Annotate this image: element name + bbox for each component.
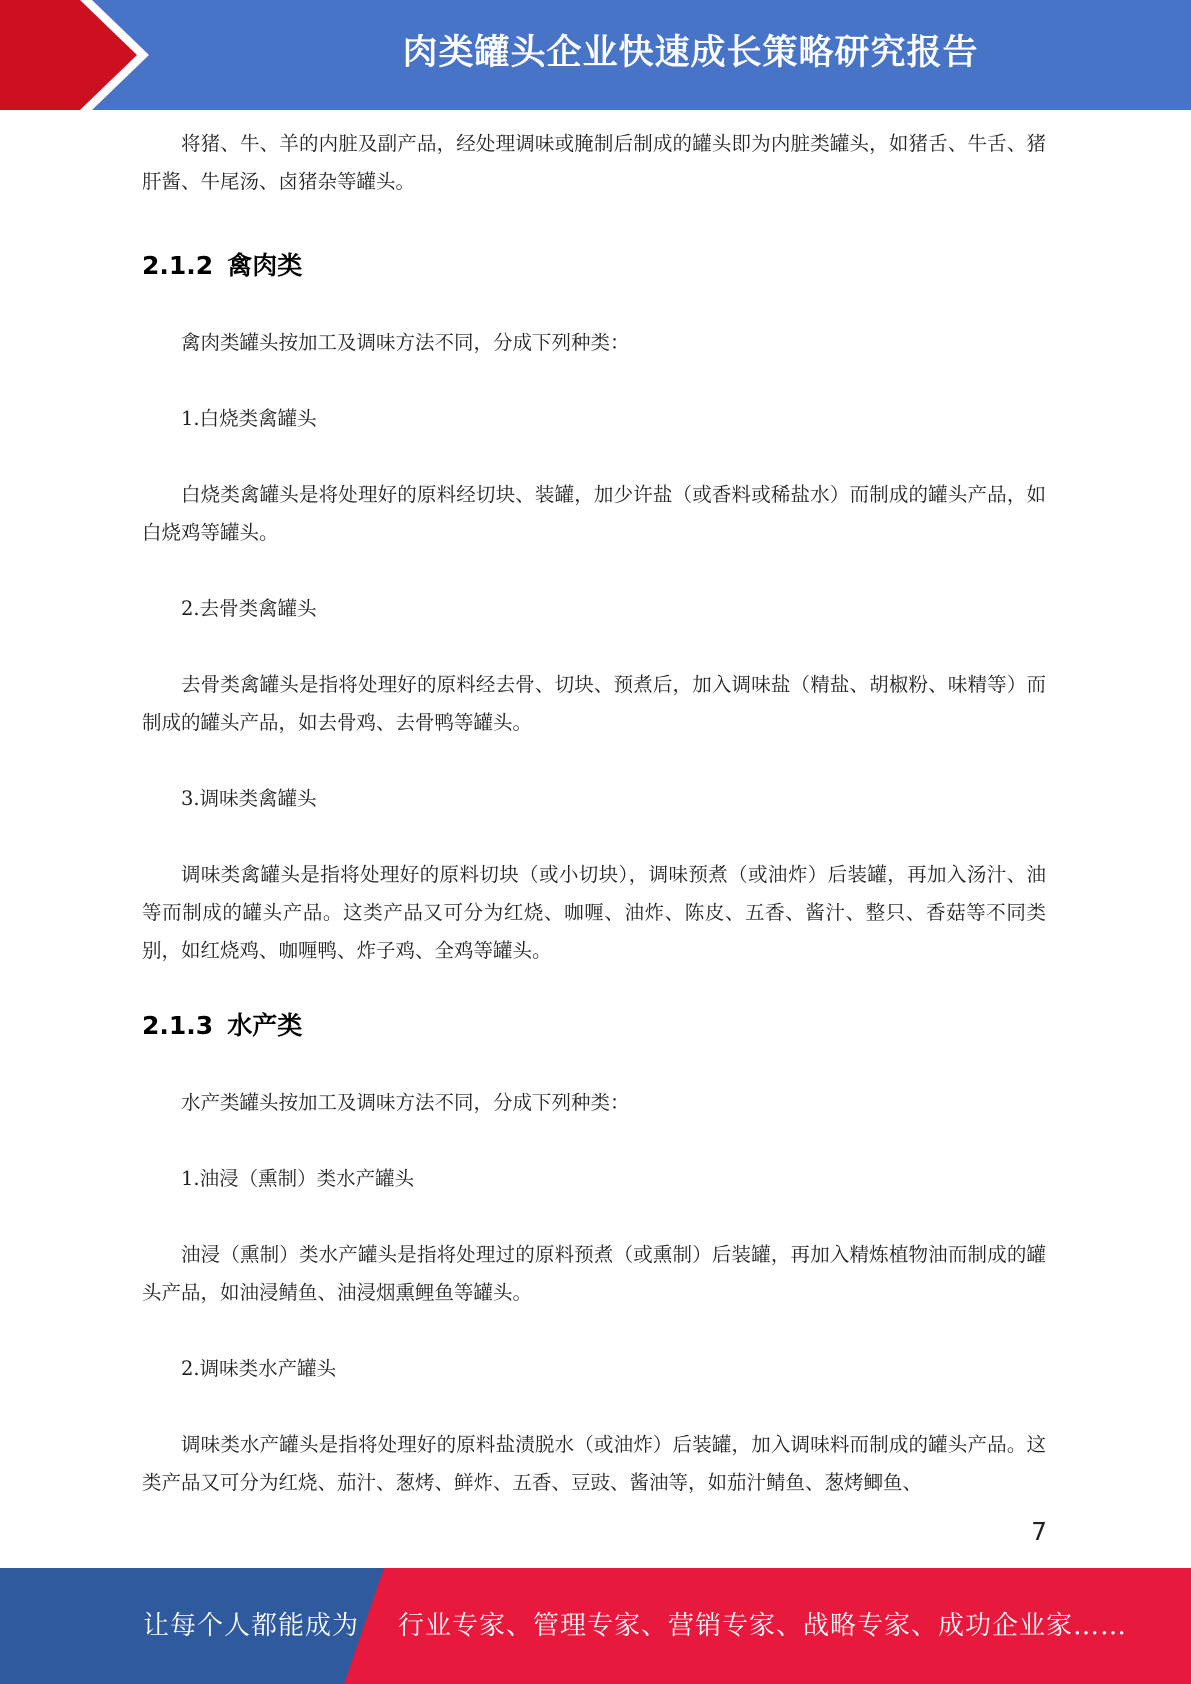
page-header [0, 0, 1191, 110]
paragraph-seasoned-poultry: 调味类禽罐头是指将处理好的原料切块（或小切块），调味预煮（或油炸）后装罐，再加入汤汁、油等而制成的罐头产品。这类产品又可分为红烧、咖喱、油炸、陈皮、五香、酱汁、整只、香菇等不同类别，如红烧鸡、咖喱鸭、炸子鸡、全鸡等罐头。 [142, 863, 1046, 962]
paragraph-offal: 将猪、牛、羊的内脏及副产品，经处理调味或腌制后制成的罐头即为内脏类罐头，如猪舌、牛舌、猪肝酱、牛尾汤、卤猪杂等罐头。 [142, 132, 1046, 193]
section-title: 禽肉类 [227, 251, 303, 280]
paragraph-seafood-intro: 水产类罐头按加工及调味方法不同，分成下列种类： [181, 1091, 630, 1114]
section-number: 2.1.3 [142, 1011, 214, 1040]
footer-slogan-right: 行业专家、管理专家、营销专家、战略专家、成功企业家…… [398, 1611, 1128, 1641]
paragraph-boneless: 去骨类禽罐头是指将处理好的原料经去骨、切块、预煮后，加入调味盐（精盐、胡椒粉、味精等）而制成的罐头产品，如去骨鸡、去骨鸭等罐头。 [142, 673, 1046, 734]
subitem-oil-soaked: 1.油浸（熏制）类水产罐头 [181, 1167, 415, 1190]
paragraph-white-cooked: 白烧类禽罐头是将处理好的原料经切块、装罐，加少许盐（或香料或稀盐水）而制成的罐头产品，如白烧鸡等罐头。 [142, 483, 1046, 544]
page-footer [0, 1568, 1191, 1684]
section-number: 2.1.2 [142, 251, 214, 280]
section-heading-2-1-3 [142, 1006, 1046, 1046]
report-title: 肉类罐头企业快速成长策略研究报告 [402, 33, 979, 73]
subitem-boneless: 2.去骨类禽罐头 [181, 597, 317, 620]
paragraph-oil-soaked: 油浸（熏制）类水产罐头是指将处理过的原料预煮（或熏制）后装罐，再加入精炼植物油而制成的罐头产品，如油浸鲭鱼、油浸烟熏鲤鱼等罐头。 [142, 1243, 1046, 1304]
subitem-seasoned-poultry: 3.调味类禽罐头 [181, 787, 317, 810]
subitem-seasoned-seafood: 2.调味类水产罐头 [181, 1357, 337, 1380]
document-body [142, 125, 1046, 1502]
page-number: 7 [1031, 1517, 1047, 1546]
subitem-white-cooked: 1.白烧类禽罐头 [181, 407, 317, 430]
paragraph-seasoned-seafood: 调味类水产罐头是指将处理好的原料盐渍脱水（或油炸）后装罐，加入调味料而制成的罐头产品。这类产品又可分为红烧、茄汁、葱烤、鲜炸、五香、豆豉、酱油等，如茄汁鲭鱼、葱烤鲫鱼、 [142, 1433, 1046, 1494]
chevron-decoration [0, 0, 160, 110]
paragraph-poultry-intro: 禽肉类罐头按加工及调味方法不同，分成下列种类： [181, 331, 630, 354]
section-heading-2-1-2 [142, 246, 1046, 286]
footer-slogan-left: 让每个人都能成为 [143, 1611, 360, 1641]
section-title: 水产类 [227, 1011, 303, 1040]
